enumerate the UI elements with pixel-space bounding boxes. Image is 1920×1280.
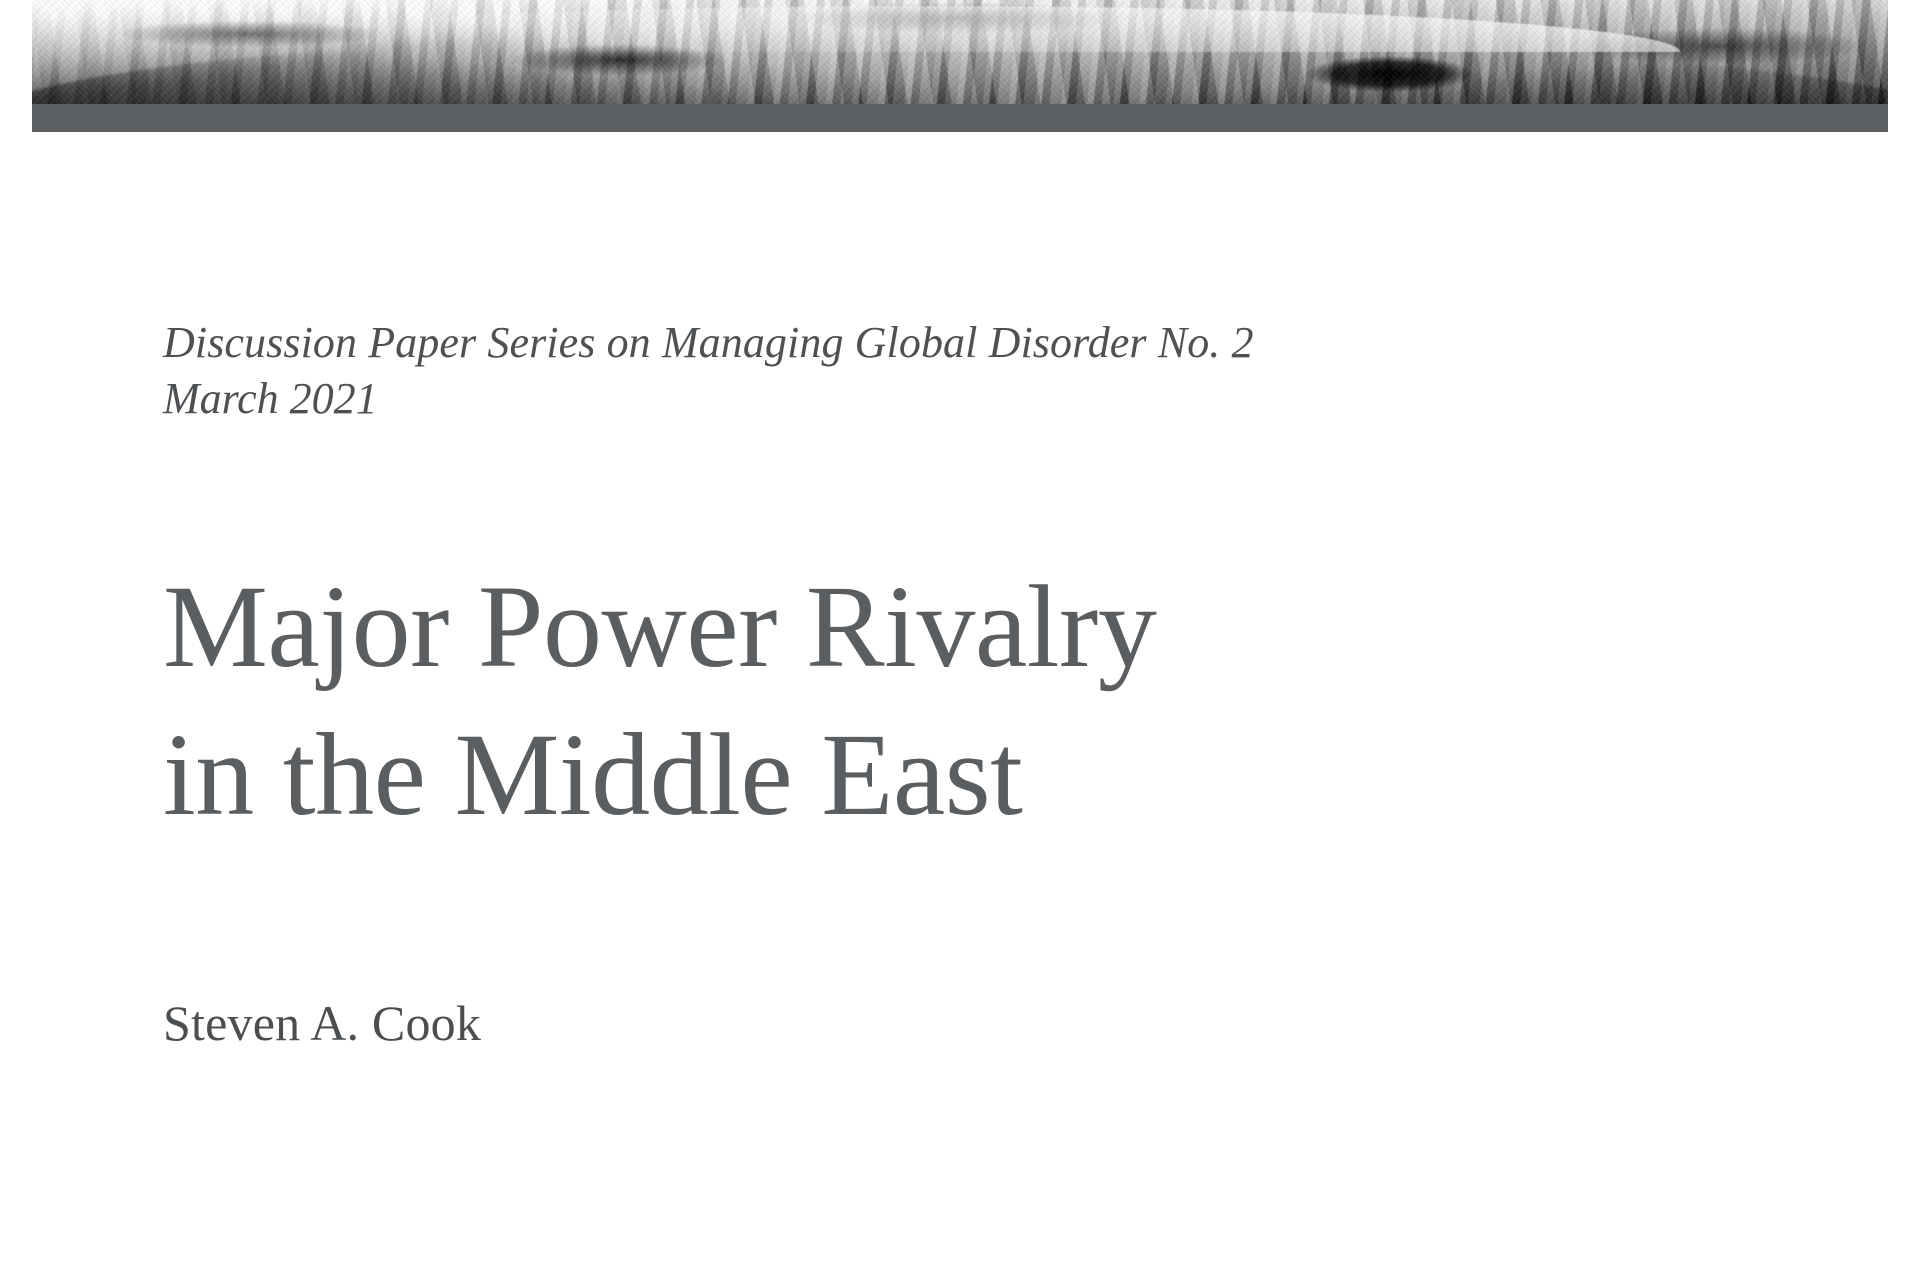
cover-hero-photo: [0, 0, 1920, 104]
page-gutter-right: [1888, 0, 1920, 156]
cover-text-block: [163, 132, 1723, 1052]
page-title-line-2: in the Middle East: [163, 709, 1023, 841]
author-name: Steven A. Cook: [163, 995, 482, 1052]
publication-date: March 2021: [163, 373, 378, 423]
series-label: Discussion Paper Series on Managing Global Disorder No. 2: [163, 318, 1254, 367]
page-title: [163, 553, 1723, 850]
page-gutter-left: [0, 0, 32, 156]
cover-divider-band: [0, 104, 1920, 132]
page-title-line-1: Major Power Rivalry: [163, 560, 1157, 692]
photo-grain-overlay: [0, 0, 1920, 104]
